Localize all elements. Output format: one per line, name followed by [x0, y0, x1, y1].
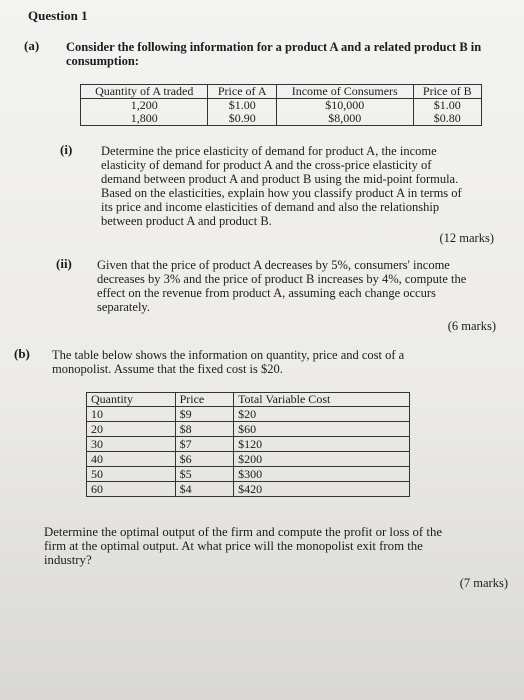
table-cell: 60: [87, 482, 176, 497]
table-row: [87, 482, 410, 497]
table-row: [81, 112, 482, 126]
table-cell: $8: [175, 422, 233, 437]
table-cell: 40: [87, 452, 176, 467]
table-cell: $8,000: [276, 112, 413, 126]
part-b-question-line: firm at the optimal output. At what price will the monopolist exit from the: [44, 539, 423, 553]
table-cell: $0.80: [413, 112, 482, 126]
table-cell: $7: [175, 437, 233, 452]
sub-i-line: Determine the price elasticity of demand for product A, the income: [101, 144, 437, 158]
table-cell: $20: [234, 407, 410, 422]
part-b-label: (b): [14, 346, 30, 361]
part-b-intro-line2: monopolist. Assume that the fixed cost is $20.: [52, 362, 283, 376]
sub-ii-label: (ii): [56, 256, 72, 271]
table-row: [87, 407, 410, 422]
part-a-intro: [66, 40, 486, 68]
table-cell: 50: [87, 467, 176, 482]
sub-i-line: between product A and product B.: [101, 214, 272, 228]
header-income: Income of Consumers: [276, 85, 413, 99]
sub-i-line: Based on the elasticities, explain how you classify product A in terms of: [101, 186, 462, 200]
table-cell: $1.00: [413, 99, 482, 113]
product-info-table: [80, 84, 482, 126]
sub-ii-line: separately.: [97, 300, 150, 314]
table-cell: $6: [175, 452, 233, 467]
table-cell: $420: [234, 482, 410, 497]
header-quantity: Quantity: [87, 393, 176, 407]
table-row: [87, 452, 410, 467]
table-row: [87, 437, 410, 452]
table-cell: $60: [234, 422, 410, 437]
header-quantity-a: Quantity of A traded: [81, 85, 208, 99]
table-cell: $1.00: [208, 99, 276, 113]
part-b-question: [44, 525, 506, 567]
part-b-question-line: Determine the optimal output of the firm and compute the profit or loss of the: [44, 525, 443, 539]
table-cell: $5: [175, 467, 233, 482]
header-price: Price: [175, 393, 233, 407]
part-b-intro-line1: The table below shows the information on quantity, price and cost of a: [52, 348, 405, 362]
sub-i-line: its price and income elasticities of demand and also the relationship: [101, 200, 440, 214]
table-cell: 1,800: [81, 112, 208, 126]
sub-i-text: [101, 144, 491, 228]
sub-ii-line: Given that the price of product A decreases by 5%, consumers' income: [97, 258, 450, 272]
header-tvc: Total Variable Cost: [234, 393, 410, 407]
sub-i-line: demand between product A and product B using the mid-point formula.: [101, 172, 459, 186]
part-a-label: (a): [24, 38, 40, 53]
table-row: [87, 422, 410, 437]
table-header-row: [87, 393, 410, 407]
table-cell: 20: [87, 422, 176, 437]
sub-ii-line: effect on the revenue from product A, assuming each change occurs: [97, 286, 436, 300]
sub-ii-marks: (6 marks): [447, 319, 496, 333]
part-b-question-line: industry?: [44, 553, 92, 567]
table-cell: 30: [87, 437, 176, 452]
part-a-intro-line2: consumption:: [66, 54, 139, 68]
header-price-a: Price of A: [208, 85, 276, 99]
sub-ii-line: decreases by 3% and the price of product B increases by 4%, compute the: [97, 272, 467, 286]
sub-i-line: elasticity of demand for product A and the cross-price elasticity of: [101, 158, 432, 172]
sub-i-label: (i): [60, 142, 73, 157]
table-header-row: [81, 85, 482, 99]
part-b-intro: [52, 348, 502, 376]
table-cell: $4: [175, 482, 233, 497]
table-cell: $9: [175, 407, 233, 422]
table-cell: $10,000: [276, 99, 413, 113]
question-title: Question 1: [28, 8, 88, 23]
part-a-intro-line1: Consider the following information for a product A and a related product B in: [66, 40, 482, 54]
table-row: [81, 99, 482, 113]
sub-i-marks: (12 marks): [439, 231, 494, 245]
table-cell: 1,200: [81, 99, 208, 113]
table-cell: 10: [87, 407, 176, 422]
table-cell: $300: [234, 467, 410, 482]
table-cell: $200: [234, 452, 410, 467]
sub-ii-text: [97, 258, 495, 314]
table-cell: $0.90: [208, 112, 276, 126]
table-row: [87, 467, 410, 482]
part-b-marks: (7 marks): [459, 576, 508, 590]
monopolist-table: [86, 392, 410, 497]
table-cell: $120: [234, 437, 410, 452]
header-price-b: Price of B: [413, 85, 482, 99]
